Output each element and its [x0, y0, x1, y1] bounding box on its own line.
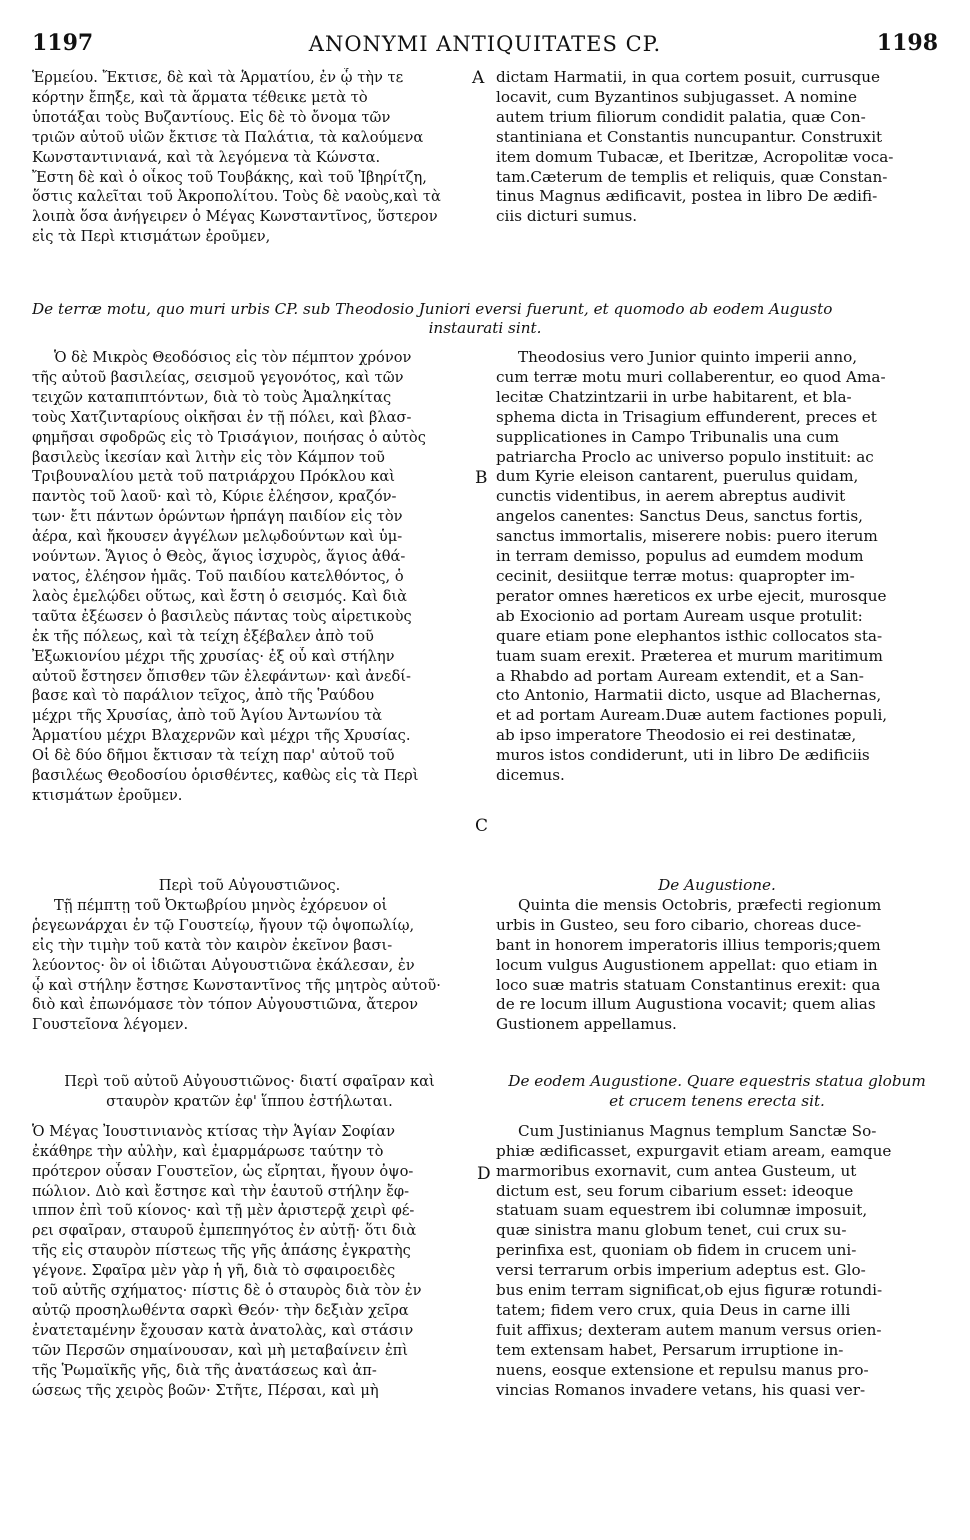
latin-line: cum terræ motu muri collaberentur, eo quod Ama-: [496, 367, 886, 386]
latin-line: fuit affixus; dexteram autem manum versus orien-: [496, 1320, 882, 1339]
latin-line: versi terrarum orbis imperium adeptus est. Glo-: [496, 1261, 866, 1280]
latin-line: stantiniana et Constantis nuncupantur. Construxit: [496, 127, 883, 146]
greek-line: παντὸς τοῦ λαοῦ· καὶ τὸ, Κύριε ἐλέησον, κραζόν-: [32, 488, 397, 506]
section1-greek: [32, 68, 467, 247]
latin-line: phiæ ædificasset, expurgavit etiam aream, eamque: [496, 1141, 892, 1160]
latin-line: nuens, eosque extensione et repulsu manus pro-: [496, 1360, 869, 1379]
greek-line: βασιλέως Θεοδοσίου ὁρισθέντες, καθὼς εἰς τὰ Περὶ: [32, 767, 419, 785]
latin-line: locavit, cum Byzantinos subjugasset. A nomine: [496, 87, 858, 106]
latin-line: ciis dicturi sumus.: [496, 207, 638, 226]
section4-greek: [32, 1072, 467, 1401]
latin-line: sanctus immortalis, miserere nobis: puero iterum: [496, 527, 878, 546]
margin-letter-d: D: [477, 1164, 491, 1184]
greek-line: εἰς τὴν τιμὴν τοῦ κατὰ τὸν καιρὸν ἐκεῖνον βασι-: [32, 936, 393, 954]
latin-line: lecitæ Chatzintzarii in urbe habitarent, et bla-: [496, 387, 852, 406]
greek-line: ἀέρα, καὶ ἤκουσεν ἀγγέλων μελῳδούντων καὶ ὑμ-: [32, 528, 403, 546]
greek-line: Ὁ Μέγας Ἰουστινιανὸς κτίσας τὴν Ἁγίαν Σοφίαν: [32, 1122, 396, 1140]
margin-letter-c: C: [475, 816, 489, 836]
latin-line: item domum Tubacæ, et Iberitzæ, Acropolitæ voca-: [496, 147, 894, 166]
greek-subheading: Περὶ τοῦ Αὐγουστιῶνος.: [158, 877, 341, 894]
latin-line: tem extensam habet, Persarum irruptione in-: [496, 1340, 844, 1359]
greek-subheading: Περὶ τοῦ αὐτοῦ Αὐγουστιῶνος· διατί σφαῖραν καὶ: [64, 1073, 435, 1090]
greek-line: ρει σφαῖραν, σταυροῦ ἐμπεπηγότος ἐν αὐτῇ· ὅτι διὰ: [32, 1222, 417, 1240]
greek-line: διὸ καὶ ἐπωνόμασε τὸν τόπον Αὐγουστιῶνα, ἄτερον: [32, 996, 419, 1014]
greek-line: νατος, ἐλέησον ἡμᾶς. Τοῦ παιδίου κατελθόντος, ὁ: [32, 567, 404, 585]
greek-line: φημῆσαι σφοδρῶς εἰς τὸ Τρισάγιον, ποιήσας ὁ αὐτὸς: [32, 428, 426, 446]
greek-line: ᾧ καὶ στήλην ἔστησε Κωνσταντῖνος τῆς μητρὸς αὐτοῦ·: [32, 976, 441, 994]
greek-line: βασιλεὺς ἱκεσίαν καὶ λιτὴν εἰς τὸν Κάμπον τοῦ: [32, 448, 385, 466]
heading-line: instaurati sint.: [428, 319, 542, 337]
running-title: ANONYMI ANTIQUITATES CP.: [308, 32, 662, 56]
greek-line: τῆς Ῥωμαϊκῆς γῆς, διὰ τῆς ἀνατάσεως καὶ ἀπ-: [32, 1361, 377, 1379]
latin-line: tinus Magnus ædificavit, postea in libro De ædifi-: [496, 187, 878, 206]
greek-line: λεύοντος· ὃν οἱ ἰδιῶται Αὐγουστιῶνα ἐκάλεσαν, ἐν: [32, 956, 415, 974]
greek-line: αὐτῷ προσηλωθέντα σαρκὶ Θεόν· τὴν δεξιὰν χεῖρα: [32, 1301, 409, 1319]
page-number-left: 1197: [32, 30, 94, 56]
greek-line: Ὁ δὲ Μικρὸς Θεοδόσιος εἰς τὸν πέμπτον χρόνον: [54, 349, 412, 366]
greek-line: Ἁρματίου μέχρι Βλαχερνῶν καὶ μέχρι τῆς Χρυσίας.: [32, 727, 411, 745]
latin-line: ab ipso imperatore Theodosio ei rei destinatæ,: [496, 726, 857, 745]
greek-line: Ἐξωκιονίου μέχρι τῆς χρυσίας· ἐξ οὗ καὶ στήλην: [32, 647, 395, 665]
latin-line: dictam Harmatii, in qua cortem posuit, currusque: [496, 68, 880, 86]
latin-line: Quinta die mensis Octobris, præfecti regionum: [518, 895, 882, 914]
greek-line: ὅστις καλεῖται τοῦ Ἀκροπολίτου. Τοὺς δὲ ναοὺς,καὶ τὰ: [32, 188, 441, 206]
greek-line: Ἑρμείου. Ἔκτισε, δὲ καὶ τὰ Ἁρματίου, ἐν ᾧ τὴν τε: [32, 69, 404, 86]
greek-line: Ἔστη δὲ καὶ ὁ οἶκος τοῦ Τουβάκης, καὶ τοῦ Ἰβηρίτζη,: [32, 168, 427, 186]
greek-line: γέγονε. Σφαῖρα μὲν γὰρ ἡ γῆ, διὰ τὸ σφαιροειδὲς: [32, 1262, 396, 1280]
latin-line: cto Antonio, Harmatii dicto, usque ad Blachernas,: [496, 686, 882, 705]
greek-line: Τριβουναλίου μετὰ τοῦ πατριάρχου Πρόκλου καὶ: [32, 468, 395, 486]
latin-line: sphema dicta in Trisagium effunderent, preces et: [496, 407, 877, 426]
greek-line: τειχῶν καταπιπτόντων, διὰ τὸ τοὺς Ἀμαληκίτας: [32, 388, 392, 406]
greek-line: μέχρι τῆς Χρυσίας, ἀπὸ τοῦ Ἁγίου Ἀντωνίου τὰ: [32, 707, 383, 725]
latin-line: in terram demisso, populus ad eumdem modum: [496, 547, 864, 566]
latin-line: statuam suam equestrem ibi columnæ imposuit,: [496, 1201, 868, 1220]
latin-line: Cum Justinianus Magnus templum Sanctæ So-: [518, 1121, 877, 1140]
latin-subheading: De Augustione.: [658, 876, 776, 894]
latin-line: muros istos condiderunt, uti in libro De ædificiis: [496, 746, 870, 765]
latin-line: supplicationes in Campo Tribunalis una cum: [496, 427, 840, 446]
greek-line: ἐκ τῆς πόλεως, καὶ τὰ τείχη ἐξέβαλεν ἀπὸ τοῦ: [32, 627, 374, 645]
greek-line: τοῦ αὐτῆς σχήματος· πίστις δὲ ὁ σταυρὸς διὰ τὸν ἐν: [32, 1282, 422, 1300]
latin-line: de re locum illum Augustiona vocavit; quem alias: [496, 995, 876, 1014]
latin-line: dum Kyrie eleison cantarent, puerulus quidam,: [496, 467, 859, 486]
section3-latin: [496, 876, 938, 1035]
latin-line: tatem; fidem vero crux, quia Deus in carne illi: [496, 1300, 851, 1319]
section-heading-earthquake: [32, 300, 938, 338]
latin-line: dicemus.: [496, 766, 565, 785]
latin-line: vincias Romanos invadere vetans, his quasi ver-: [496, 1380, 866, 1399]
greek-line: βασε καὶ τὸ παράλιον τεῖχος, ἀπὸ τῆς Ῥαύδου: [32, 687, 375, 705]
latin-line: loco suæ matris statuam Constantinus erexit: qua: [496, 975, 881, 994]
greek-line: Τῇ πέμπτῃ τοῦ Ὀκτωβρίου μηνὸς ἐχόρευον οἱ: [54, 896, 388, 914]
latin-line: quæ sinistra manu globum tenet, cui crux su-: [496, 1221, 847, 1240]
greek-line: εἰς τὰ Περὶ κτισμάτων ἐροῦμεν,: [32, 228, 271, 246]
latin-line: Gustionem appellamus.: [496, 1015, 677, 1034]
greek-line: ἐκάθηρε τὴν αὐλὴν, καὶ ἐμαρμάρωσε ταύτην τὸ: [32, 1142, 384, 1160]
latin-line: bant in honorem imperatoris illius temporis;quem: [496, 935, 881, 954]
latin-subheading: De eodem Augustione. Quare equestris statua globum: [508, 1072, 926, 1090]
latin-line: patriarcha Proclo ac universo populo instituit: ac: [496, 447, 874, 466]
latin-line: ab Exocionio ad portam Auream usque protulit:: [496, 606, 863, 625]
latin-line: angelos canentes: Sanctus Deus, sanctus fortis,: [496, 507, 864, 526]
latin-subheading: et crucem tenens erecta sit.: [609, 1091, 825, 1110]
section4-latin: [496, 1072, 938, 1401]
greek-line: κτισμάτων ἐροῦμεν.: [32, 786, 183, 804]
margin-letter-a: A: [472, 68, 485, 88]
greek-line: Οἱ δὲ δύο δῆμοι ἔκτισαν τὰ τείχη παρ' αὐτοῦ τοῦ: [32, 747, 395, 765]
section1-latin: [496, 68, 938, 227]
greek-line: πρότερον οὖσαν Γουστεῖον, ὡς εἴρηται, ἤγουν ὀψο-: [32, 1162, 414, 1180]
greek-line: Κωνσταντινιανά, καὶ τὰ λεγόμενα τὰ Κώνστα.: [32, 148, 381, 166]
latin-line: perinfixa est, quoniam ob fidem in crucem uni-: [496, 1241, 857, 1260]
heading-line: De terræ motu, quo muri urbis CP. sub Theodosio Juniori eversi fuerunt, et quomodo ab eodem Augusto: [32, 300, 833, 318]
latin-line: quare etiam pone elephantos isthic collocatos sta-: [496, 626, 883, 645]
greek-line: λαὸς ἐμελῴδει οὕτως, καὶ ἔστη ὁ σεισμός. Καὶ διὰ: [32, 587, 407, 605]
margin-letter-b: B: [475, 468, 488, 488]
page-header: [32, 30, 938, 62]
latin-line: cecinit, desiitque terræ motus: quapropter im-: [496, 566, 855, 585]
latin-line: urbis in Gusteo, seu foro cibario, choreas duce-: [496, 915, 862, 934]
greek-line: τῶν Περσῶν σημαίνουσαν, καὶ μὴ μεταβαίνειν ἐπὶ: [32, 1341, 408, 1359]
page-number-right: 1198: [876, 30, 938, 56]
greek-line: ἐνατεταμένην ἔχουσαν κατὰ ἀνατολὰς, καὶ στάσιν: [32, 1321, 414, 1339]
latin-line: dictum est, seu forum cibarium esset: ideoque: [496, 1181, 854, 1200]
latin-line: marmoribus exornavit, cum antea Gusteum, ut: [496, 1161, 857, 1180]
greek-line: ώσεως τῆς χειρὸς βοῶν· Στῆτε, Πέρσαι, καὶ μὴ: [32, 1381, 379, 1399]
greek-line: ὑποτάξαι τοὺς Βυζαντίους. Εἰς δὲ τὸ ὄνομα τῶν: [32, 108, 391, 126]
greek-line: αὐτοῦ ἔστησεν ὄπισθεν τῶν ἐλεφάντων· καὶ ἀνεδί-: [32, 667, 411, 685]
greek-line: ιππον ἐπὶ τοῦ κίονος· καὶ τῇ μὲν ἀριστερᾷ χειρὶ φέ-: [32, 1202, 415, 1220]
greek-subheading: σταυρὸν κρατῶν ἐφ' ἵππου ἐστήλωται.: [106, 1092, 393, 1110]
greek-line: πώλιον. Διὸ καὶ ἔστησε καὶ τὴν ἑαυτοῦ στήλην ἔφ-: [32, 1182, 410, 1200]
latin-line: et ad portam Auream.Duæ autem factiones populi,: [496, 706, 888, 725]
greek-line: τριῶν αὐτοῦ υἱῶν ἔκτισε τὰ Παλάτια, τὰ καλούμενα: [32, 128, 424, 146]
latin-line: autem trium filiorum condidit palatia, quæ Con-: [496, 107, 866, 126]
latin-line: locum vulgus Augustionem appellat: quo etiam in: [496, 955, 878, 974]
latin-line: a Rhabdo ad portam Auream extendit, et a San-: [496, 666, 864, 685]
section3-greek: [32, 876, 467, 1035]
latin-line: bus enim terram significat,ob ejus figuræ rotundi-: [496, 1281, 883, 1300]
section2-latin: [496, 348, 938, 786]
section2-greek: [32, 348, 467, 806]
greek-line: τοὺς Χατζινταρίους οἰκῆσαι ἐν τῇ πόλει, καὶ βλασ-: [32, 408, 412, 426]
latin-line: tuam suam erexit. Præterea et murum maritimum: [496, 646, 883, 665]
greek-line: των· ἔτι πάντων ὁρώντων ἡρπάγη παιδίον εἰς τὸν: [32, 508, 403, 526]
greek-line: τῆς αὐτοῦ βασιλείας, σεισμοῦ γεγονότος, καὶ τῶν: [32, 368, 404, 386]
greek-line: τῆς εἰς σταυρὸν πίστεως τῆς γῆς ἁπάσης ἐγκρατὴς: [32, 1242, 411, 1260]
greek-line: Γουστεῖονα λέγομεν.: [32, 1016, 189, 1034]
latin-line: Theodosius vero Junior quinto imperii anno,: [518, 348, 858, 366]
greek-line: ταῦτα ἐξέωσεν ὁ βασιλεὺς πάντας τοὺς αἱρετικοὺς: [32, 607, 412, 625]
latin-line: cunctis videntibus, in aerem abreptus audivit: [496, 487, 846, 506]
greek-line: νούντων. Ἅγιος ὁ Θεὸς, ἅγιος ἰσχυρὸς, ἅγιος ἀθά-: [32, 548, 406, 566]
latin-line: tam.Cæterum de templis et reliquis, quæ Constan-: [496, 167, 888, 186]
greek-line: ῥεγεωνάρχαι ἐν τῷ Γουστείῳ, ἤγουν τῷ ὀψοπωλίῳ,: [32, 916, 415, 934]
latin-line: perator omnes hæreticos ex urbe ejecit, murosque: [496, 586, 887, 605]
greek-line: λοιπὰ ὅσα ἀνήγειρεν ὁ Μέγας Κωνσταντῖνος, ὕστερον: [32, 208, 438, 226]
greek-line: κόρτην ἔπηξε, καὶ τὰ ἅρματα τέθεικε μετὰ τὸ: [32, 88, 368, 106]
